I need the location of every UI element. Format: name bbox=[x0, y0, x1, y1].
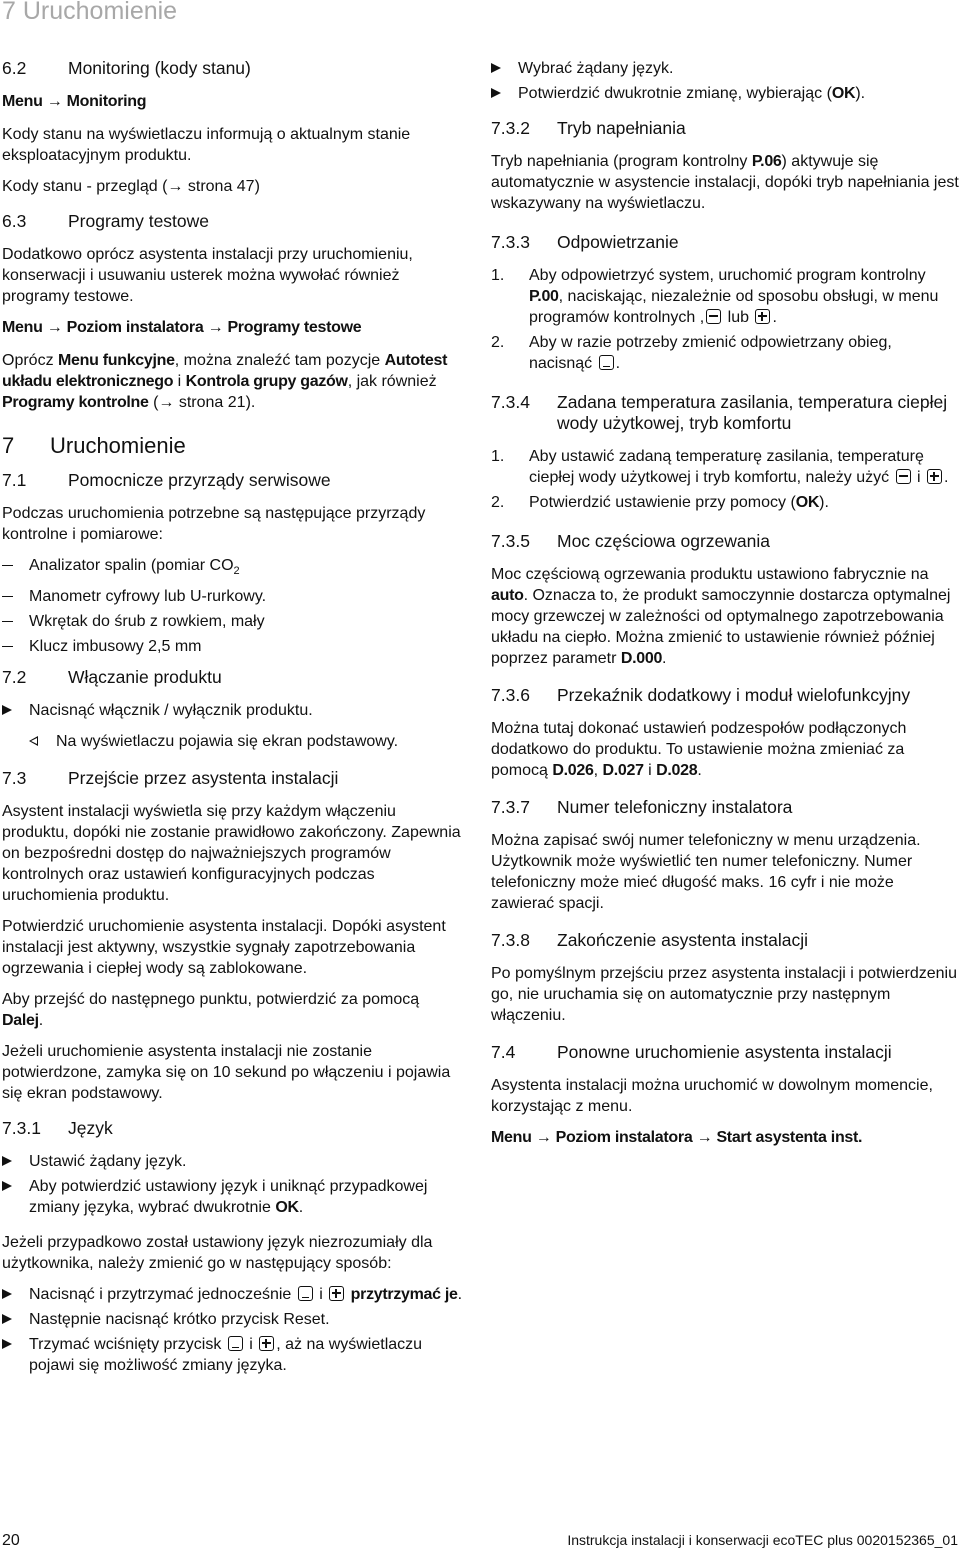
paragraph: Asystent instalacji wyświetla się przy każdym włączeniu produktu, dopóki nie zostanie prawidłowo zakończony. Zapewnia on bezpośredni dostęp do najważniejszych programów kontrolnych oraz ustawień konfiguracyjnych podczas uruchomienia produktu. bbox=[2, 803, 461, 905]
page-number: 20 bbox=[2, 1532, 20, 1549]
step-list bbox=[2, 1151, 464, 1218]
list-item: 1. Aby odpowietrzyć system, uruchomić program kontrolny P.00, naciskając, niezależnie od sposobu obsługi, w menu programów kontrolnych , lub . bbox=[491, 267, 939, 326]
left-column bbox=[2, 58, 464, 1386]
plus-key-icon bbox=[755, 309, 770, 324]
paragraph: Jeżeli przypadkowo został ustawiony język niezrozumiały dla użytkownika, należy zmienić go w następujący sposób: bbox=[2, 1234, 433, 1273]
minus-key-icon bbox=[706, 309, 721, 324]
paragraph: Jeżeli uruchomienie asystenta instalacji nie zostanie potwierdzone, zamyka się on 10 sekund po włączeniu i pojawia się ekran podstawowy. bbox=[2, 1043, 451, 1103]
menu-path: Menu → Poziom instalatora → Start asystenta inst. bbox=[491, 1129, 863, 1146]
section-heading-7-3: 7.3 Przejście przez asystenta instalacji bbox=[2, 768, 339, 789]
step-list bbox=[491, 58, 959, 104]
list-item: Klucz imbusowy 2,5 mm bbox=[2, 636, 464, 657]
paragraph: Potwierdzić uruchomienie asystenta instalacji. Dopóki asystent instalacji jest aktywny, wszystkie sygnały zapotrzebowania ogrzewania i ciepłej wody są zablokowane. bbox=[2, 918, 446, 978]
paragraph: Po pomyślnym przejściu przez asystenta instalacji i potwierdzeniu go, nie uruchamia się on automatycznie przy następnym włączeniu. bbox=[491, 965, 957, 1024]
step-item: Potwierdzić dwukrotnie zmianę, wybierając (OK). bbox=[491, 83, 959, 104]
section-heading-7-3-1: 7.3.1 Język bbox=[2, 1118, 113, 1139]
section-heading-7-2: 7.2 Włączanie produktu bbox=[2, 667, 222, 688]
section-heading-7-3-5: 7.3.5 Moc częściowa ogrzewania bbox=[491, 531, 771, 551]
list-item: 1. Aby ustawić zadaną temperaturę zasilania, temperaturę ciepłej wody użytkowej i tryb komfortu, należy użyć i . bbox=[491, 448, 949, 486]
list-item: Analizator spalin (pomiar $CO_2$ bbox=[2, 555, 464, 582]
numbered-list bbox=[491, 265, 959, 374]
step-item: Trzymać wciśnięty przycisk i , aż na wyświetlaczu pojawi się możliwość zmiany języka. bbox=[2, 1334, 464, 1376]
minus-key-icon bbox=[896, 469, 911, 484]
result-list bbox=[2, 731, 464, 752]
paragraph: Można tutaj dokonać ustawień podzespołów podłączonych dodatkowo do produktu. To ustawienie można zmieniać za pomocą D.026, D.027 i D.028. bbox=[491, 720, 907, 779]
paragraph: Kody stanu - przegląd (→ strona 47) bbox=[2, 178, 260, 195]
paragraph: Można zapisać swój numer telefoniczny w menu urządzenia. Użytkownik może wyświetlić ten numer telefoniczny. Numer telefoniczny może mieć długość maks. 16 cyfr i nie może zawierać spacji. bbox=[491, 832, 921, 912]
right-column bbox=[491, 58, 959, 1160]
section-heading-7-4: 7.4 Ponowne uruchomienie asystenta instalacji bbox=[491, 1042, 892, 1062]
step-item: Nacisnąć i przytrzymać jednocześnie i przytrzymać je. bbox=[2, 1284, 464, 1305]
plus-key-icon bbox=[927, 469, 942, 484]
section-heading-7-3-2: 7.3.2 Tryb napełniania bbox=[491, 118, 686, 138]
step-item: Aby potwierdzić ustawiony język i uniknąć przypadkowej zmiany języka, wybrać dwukrotnie OK. bbox=[2, 1176, 464, 1218]
list-item: Wkrętak do śrub z rowkiem, mały bbox=[2, 611, 464, 632]
section-heading-7-3-4: 7.3.4 Zadana temperatura zasilania, temperatura ciepłej wody użytkowej, tryb komfortu bbox=[491, 392, 948, 433]
tool-list bbox=[2, 555, 464, 657]
section-heading-7-3-7: 7.3.7 Numer telefoniczny instalatora bbox=[491, 797, 793, 817]
page-header bbox=[0, 0, 960, 40]
paragraph: Oprócz Menu funkcyjne, można znaleźć tam pozycje Autotest układu elektronicznego i Kontrola grupy gazów, jak również Programy kontrolne (→ strona 21). bbox=[2, 352, 448, 411]
list-item: 2. Potwierdzić ustawienie przy pomocy (OK). bbox=[491, 494, 829, 511]
section-heading-6-3: 6.3 Programy testowe bbox=[2, 211, 210, 231]
section-heading-7-3-3: 7.3.3 Odpowietrzanie bbox=[491, 232, 679, 252]
section-heading-7-3-8: 7.3.8 Zakończenie asystenta instalacji bbox=[491, 930, 808, 950]
step-item: Nacisnąć włącznik / wyłącznik produktu. bbox=[2, 700, 464, 721]
list-item: 2. Aby w razie potrzeby zmienić odpowietrzany obieg, nacisnąć . bbox=[491, 334, 892, 372]
header-title: 7 Uruchomienie bbox=[2, 0, 178, 25]
paragraph: Kody stanu na wyświetlaczu informują o aktualnym stanie eksploatacyjnym produktu. bbox=[2, 126, 411, 164]
result-item: Na wyświetlaczu pojawia się ekran podstawowy. bbox=[2, 731, 464, 752]
document-title: Instrukcja instalacji i konserwacji ecoTEC plus 0020152365_01 bbox=[567, 1532, 958, 1548]
paragraph: Podczas uruchomienia potrzebne są następujące przyrządy kontrolne i pomiarowe: bbox=[2, 505, 426, 543]
list-item: Manometr cyfrowy lub U-rurkowy. bbox=[2, 586, 464, 607]
step-item: Ustawić żądany język. bbox=[2, 1151, 464, 1172]
menu-path: Menu → Monitoring bbox=[2, 93, 147, 110]
reset-key-icon bbox=[228, 1336, 243, 1351]
paragraph: Dodatkowo oprócz asystenta instalacji przy uruchomieniu, konserwacji i usuwaniu usterek można wywołać również programy testowe. bbox=[2, 246, 413, 305]
reset-key-icon bbox=[599, 355, 614, 370]
plus-key-icon bbox=[259, 1336, 274, 1351]
step-item: Wybrać żądany język. bbox=[491, 58, 959, 79]
paragraph: Asystenta instalacji można uruchomić w dowolnym momencie, korzystając z menu. bbox=[491, 1077, 933, 1115]
reset-key-icon bbox=[298, 1286, 313, 1301]
step-list bbox=[2, 700, 464, 721]
step-list bbox=[2, 1284, 464, 1376]
section-heading-7-3-6: 7.3.6 Przekaźnik dodatkowy i moduł wielofunkcyjny bbox=[491, 685, 911, 705]
paragraph: Aby przejść do następnego punktu, potwierdzić za pomocą Dalej. bbox=[2, 991, 420, 1030]
paragraph: Tryb napełniania (program kontrolny P.06) aktywuje się automatycznie w asystencie instalacji, dopóki tryb napełniania jest wskazywany na wyświetlaczu. bbox=[491, 153, 959, 212]
menu-path: Menu → Poziom instalatora → Programy testowe bbox=[2, 319, 362, 336]
plus-key-icon bbox=[329, 1286, 344, 1301]
section-heading-7-1: 7.1 Pomocnicze przyrządy serwisowe bbox=[2, 470, 331, 490]
step-item: Następnie nacisnąć krótko przycisk Reset. bbox=[2, 1309, 464, 1330]
section-heading-6-2: 6.2 Monitoring (kody stanu) bbox=[2, 58, 251, 78]
chapter-heading-7: 7 Uruchomienie bbox=[2, 433, 186, 458]
paragraph: Moc częściową ogrzewania produktu ustawiono fabrycznie na auto. Oznacza to, że produkt samoczynnie dostarcza optymalnej mocy grzewczej w zależności od optymalnego zapotrzebowania układu na ciepło. Można zmienić to ustawienie również później poprzez parametr D.000. bbox=[491, 566, 951, 667]
numbered-list bbox=[491, 446, 959, 513]
